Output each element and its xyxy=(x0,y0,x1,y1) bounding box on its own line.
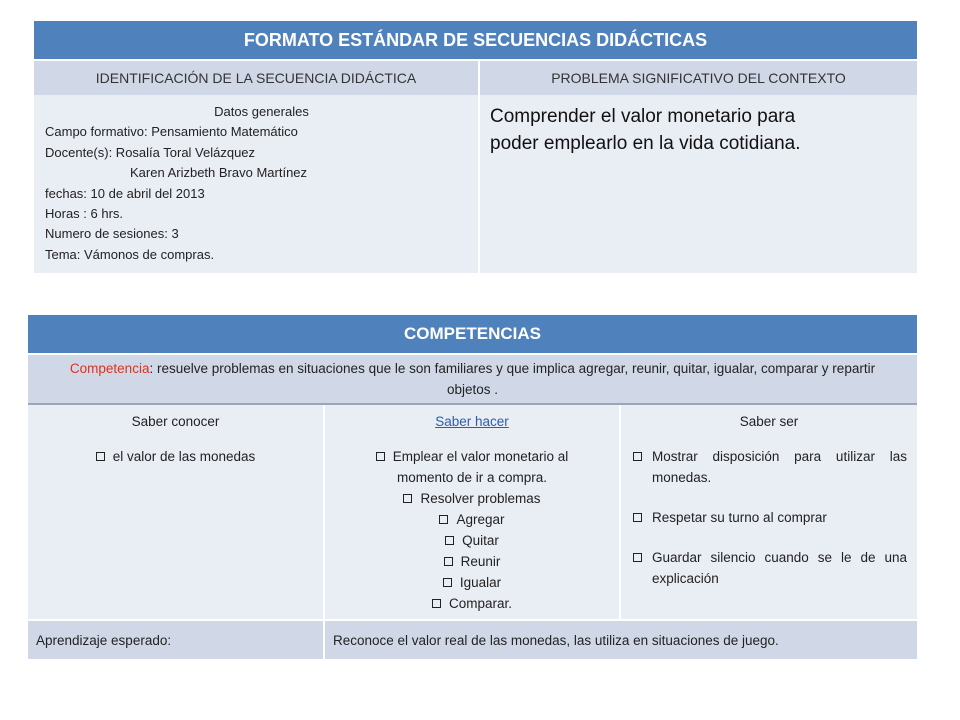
checkbox-bullet-icon xyxy=(432,599,441,608)
checkbox-bullet-icon xyxy=(444,557,453,566)
saber-conocer-heading: Saber conocer xyxy=(131,414,220,429)
list-item: Agregar xyxy=(325,509,619,530)
docente-2: Karen Arizbeth Bravo Martínez xyxy=(130,165,308,181)
competencias-table xyxy=(28,315,917,659)
checkbox-bullet-icon xyxy=(96,452,105,461)
list-item: el valor de las monedas xyxy=(28,446,323,467)
checkbox-bullet-icon xyxy=(445,536,454,545)
saber-conocer-cell xyxy=(28,404,324,620)
saber-hacer-link[interactable]: Saber hacer xyxy=(435,414,509,429)
list-item: Comparar. xyxy=(325,593,619,614)
fechas: fechas: 10 de abril del 2013 xyxy=(45,185,205,201)
competencia-text: : resuelve problemas en situaciones que le son familiares y que implica agregar, reunir, quitar, igualar, comparar y repartir objetos . xyxy=(149,361,876,397)
datos-heading: Datos generales xyxy=(214,104,309,119)
list-item: Mostrar disposición para utilizar las monedas. xyxy=(633,446,907,488)
format-title: FORMATO ESTÁNDAR DE SECUENCIAS DIDÁCTICAS xyxy=(34,21,917,60)
list-item-continuation: momento de ir a compra. xyxy=(396,470,548,485)
competencias-title: COMPETENCIAS xyxy=(28,315,917,354)
checkbox-bullet-icon xyxy=(439,515,448,524)
checkbox-bullet-icon xyxy=(633,553,642,562)
list-item: Igualar xyxy=(325,572,619,593)
competencia-label: Competencia xyxy=(69,361,150,376)
checkbox-bullet-icon xyxy=(443,578,452,587)
saber-ser-heading: Saber ser xyxy=(739,414,799,429)
checkbox-bullet-icon xyxy=(403,494,412,503)
datos-generales-cell xyxy=(34,95,479,273)
checkbox-bullet-icon xyxy=(633,452,642,461)
secuencia-table xyxy=(34,21,917,273)
problema-header: PROBLEMA SIGNIFICATIVO DEL CONTEXTO xyxy=(479,60,917,95)
saber-ser-cell xyxy=(620,404,917,620)
campo-formativo: Campo formativo: Pensamiento Matemático xyxy=(45,124,298,140)
saber-hacer-cell xyxy=(324,404,620,620)
list-item: Quitar xyxy=(325,530,619,551)
problema-line-1: Comprender el valor monetario para xyxy=(490,106,796,127)
checkbox-bullet-icon xyxy=(633,513,642,522)
numero-sesiones: Numero de sesiones: 3 xyxy=(45,226,179,242)
aprendizaje-text: Reconoce el valor real de las monedas, las utiliza en situaciones de juego. xyxy=(324,620,917,659)
identificacion-header: IDENTIFICACIÓN DE LA SECUENCIA DIDÁCTICA xyxy=(34,60,479,95)
list-item: Respetar su turno al comprar xyxy=(633,507,907,528)
docente-1: Docente(s): Rosalía Toral Velázquez xyxy=(45,144,256,160)
list-item: Resolver problemas xyxy=(325,488,619,509)
aprendizaje-label: Aprendizaje esperado: xyxy=(28,620,324,659)
horas: Horas : 6 hrs. xyxy=(45,206,124,222)
checkbox-bullet-icon xyxy=(376,452,385,461)
problema-cell xyxy=(479,95,917,273)
list-item: Emplear el valor monetario al xyxy=(325,446,619,467)
list-item: Reunir xyxy=(325,551,619,572)
problema-line-2: poder emplearlo en la vida cotidiana. xyxy=(490,133,801,154)
tema: Tema: Vámonos de compras. xyxy=(45,246,215,262)
competencia-row xyxy=(28,354,917,404)
list-item: Guardar silencio cuando se le de una explicación xyxy=(633,547,907,589)
